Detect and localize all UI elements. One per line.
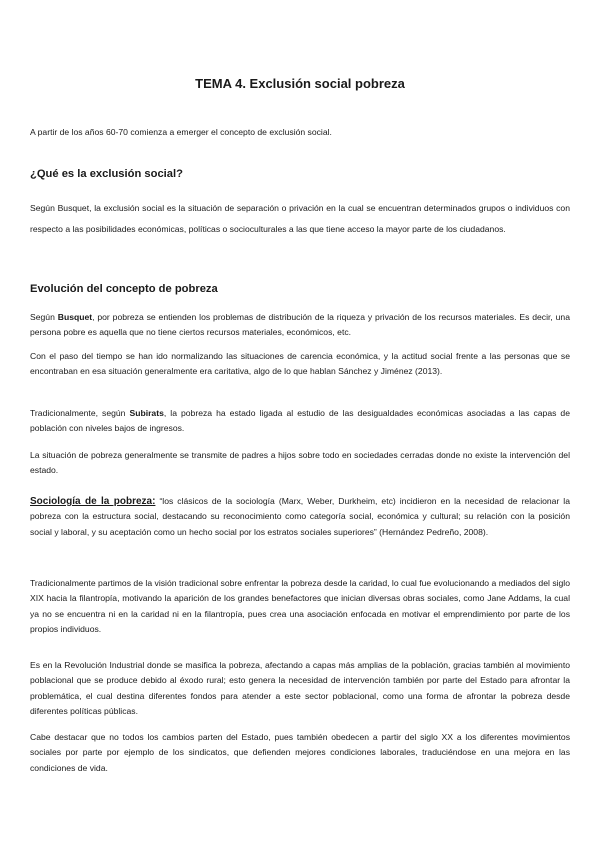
sociologia-label: Sociología de la pobreza: <box>30 496 156 507</box>
intro-paragraph: A partir de los años 60-70 comienza a emerger el concepto de exclusión social. <box>30 127 332 137</box>
paragraph-transmision-pobreza: La situación de pobreza generalmente se transmite de padres a hijos sobre todo en sociedades cerradas donde no existe la intervención del estado. <box>30 450 570 476</box>
subirats-text-pre: Tradicionalmente, según <box>30 408 130 418</box>
busquet-text-pre: Según <box>30 312 58 322</box>
paragraph-busquet-pobreza <box>30 310 570 341</box>
subirats-name: Subirats <box>129 408 164 418</box>
paragraph-subirats <box>30 406 570 437</box>
heading-evolucion-pobreza: Evolución del concepto de pobreza <box>30 283 218 295</box>
busquet-name: Busquet <box>57 312 93 322</box>
busquet-text-post: , por pobreza se entienden los problemas de distribución de la riqueza y privación de los recursos materiales. Es decir, una persona pobre es aquella que no tiene ciertos recursos materiales, económicos, etc. <box>30 312 570 338</box>
document-title: TEMA 4. Exclusión social pobreza <box>195 76 405 91</box>
paragraph-sociologia-pobreza <box>30 494 570 540</box>
paragraph-revolucion-industrial: Es en la Revolución Industrial donde se masifica la pobreza, afectando a capas más amplias de la población, gracias también al movimiento poblacional que se produce debido al éxodo rural; esto genera la necesidad de intervención también por parte del Estado para afrontar la problemática, el cual destina diferentes fondos para atender a este sector poblacional, como una forma de afrontar la pobreza desde diferentes políticas públicas. <box>30 660 570 716</box>
paragraph-definition-exclusion: Según Busquet, la exclusión social es la situación de separación o privación en la cual se encuentran determinados grupos o individuos con respecto a las posibilidades económicas, políticas o socioculturales a las que tiene acceso la mayor parte de los ciudadanos. <box>30 203 570 234</box>
paragraph-caridad-filantropia: Tradicionalmente partimos de la visión tradicional sobre enfrentar la pobreza desde la caridad, lo cual fue evolucionando a mediados del siglo XIX hacia la filantropía, motivando la aparición de los grandes benefactores que inician diversas obras sociales, como Jane Addams, la cual ya no se encuentra ni en la caridad ni en la filantropía, pues crea una asociación enfocada en motivar el emprendimiento por parte de los propios individuos. <box>30 578 570 634</box>
paragraph-carencia-economica: Con el paso del tiempo se han ido normalizando las situaciones de carencia económica, y la actitud social frente a las personas que se encontraban en esa situación generalmente era caritativa, algo de lo que hablan Sánchez y Jiménez (2013). <box>30 351 570 377</box>
heading-exclusion-social: ¿Qué es la exclusión social? <box>30 168 183 180</box>
sociologia-quote: “los clásicos de la sociología (Marx, Weber, Durkheim, etc) incidieron en la necesidad de relacionar la pobreza con la estructura social, destacando su reconocimiento como categoría social, económica y cultural; su relación con la posición social y laboral, y su aceptación como un hecho social por los estratos sociales superiores” (Hernández Pedreño, 2008). <box>30 496 570 537</box>
subirats-text-post: , la pobreza ha estado ligada al estudio de las desigualdades económicas asociadas a las capas de población con niveles bajos de ingresos. <box>30 408 570 434</box>
paragraph-movimientos-sociales: Cabe destacar que no todos los cambios parten del Estado, pues también obedecen a partir del siglo XX a los diferentes movimientos sociales por parte por ejemplo de los sindicatos, que defienden mejores condiciones laborales, traduciéndose en una mejora en las condiciones de vida. <box>30 732 570 773</box>
